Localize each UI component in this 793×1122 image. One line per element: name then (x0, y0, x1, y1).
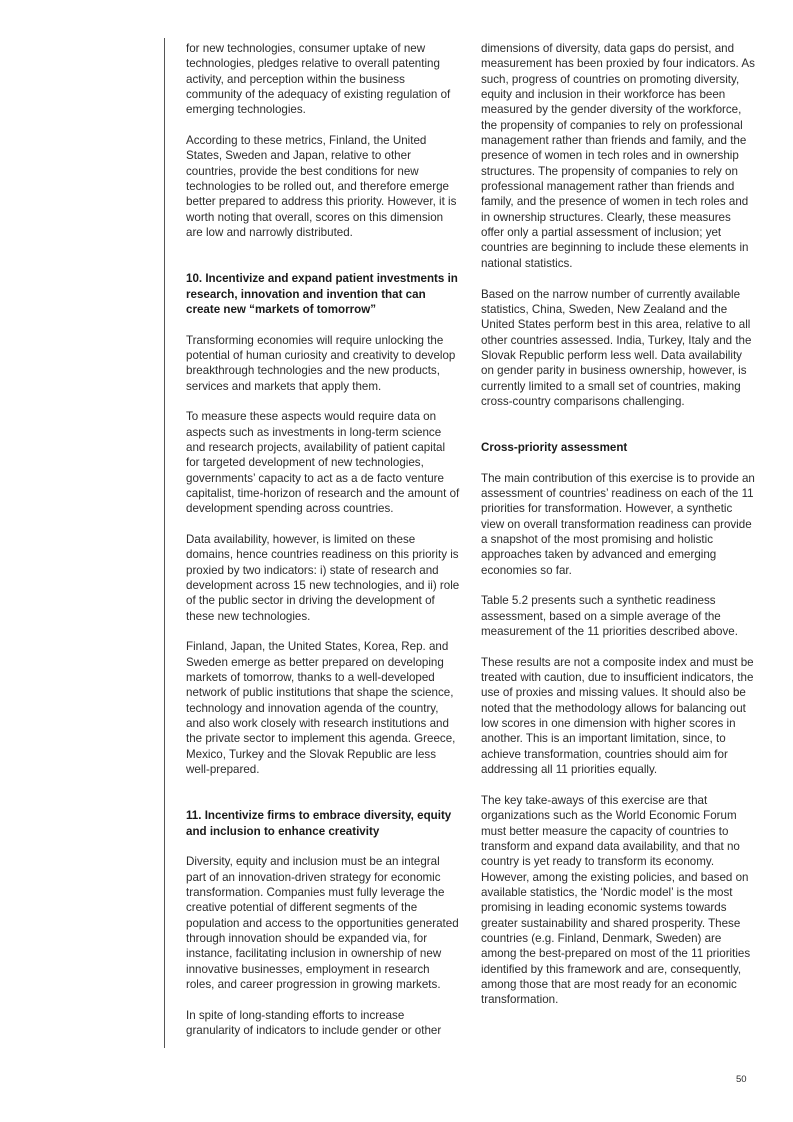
paragraph: for new technologies, consumer uptake of new technologies, pledges relative to overall patenting activity, and perception within the business community of the adequacy of existing regulation of emerging technologies. (186, 42, 451, 117)
paragraph: To measure these aspects would require data on aspects such as investments in long-term science and research projects, availability of patient capital for targeted development of new technologies, governments’ capacity to act as a de facto venture capitalist, time-horizon of research and the amount of development spending across countries. (186, 410, 460, 516)
section-heading-cross-priority: Cross-priority assessment (481, 440, 628, 454)
page-number: 50 (736, 1074, 747, 1085)
paragraph: According to these metrics, Finland, the United States, Sweden and Japan, relative to other countries, provide the best conditions for new technologies to be rolled out, and therefore emerge better prepared to address this priority. However, it is worth noting that overall, scores on this dimension are low and narrowly distributed. (186, 134, 457, 240)
paragraph: Transforming economies will require unlocking the potential of human curiosity and creativity to develop breakthrough technologies and the new products, services and markets that apply them. (186, 333, 456, 393)
right-column (481, 41, 756, 1023)
paragraph: These results are not a composite index and must be treated with caution, due to insufficient indicators, the use of proxies and missing values. It should also be noted that the methodology allows for balancing out low scores in one dimension with higher scores in another. This is an important limitation, since, to achieve transformation, countries should aim for addressing all 11 priorities equally. (481, 655, 754, 777)
section-spacer (481, 425, 756, 440)
paragraph: Based on the narrow number of currently available statistics, China, Sweden, New Zealand and the United States perform best in this area, relative to all other countries assessed. India, Turkey, Italy and the Slovak Republic perform less well. Data availability on gender parity in business ownership, however, is currently limited to a small set of countries, making cross-country comparisons challenging. (481, 287, 752, 408)
paragraph: In spite of long-standing efforts to increase granularity of indicators to include gender or other (186, 1008, 442, 1037)
section-spacer (186, 793, 461, 808)
paragraph: dimensions of diversity, data gaps do persist, and measurement has been proxied by four indicators. As such, progress of countries on promoting diversity, equity and inclusion in their workforce has been measured by the gender diversity of the workforce, the propensity of companies to rely on professional management rather than friends and family, and the presence of women in tech roles and in ownership structures. The propensity of companies to rely on professional management rather than friends and family, and the presence of women in tech roles and in ownership structures. Clearly, these measures offer only a partial assessment of inclusion; yet countries are beginning to include these elements in national statistics. (481, 42, 755, 270)
paragraph: Data availability, however, is limited on these domains, hence countries readiness on this priority is proxied by two indicators: i) state of research and development across 15 new technologies, and ii) role of the public sector in driving the development of these new technologies. (186, 533, 460, 623)
section-heading-10: 10. Incentivize and expand patient investments in research, innovation and invention that can create new “markets of tomorrow” (186, 272, 458, 316)
paragraph: The main contribution of this exercise is to provide an assessment of countries’ readiness on each of the 11 priorities for transformation. However, a synthetic view on overall transformation readiness can provide a snapshot of the most promising and holistic approaches taken by advanced and emerging economies so far. (481, 471, 755, 577)
section-heading-11: 11. Incentivize firms to embrace diversity, equity and inclusion to enhance creativity (186, 809, 452, 838)
section-spacer (186, 256, 461, 271)
paragraph: Diversity, equity and inclusion must be an integral part of an innovation-driven strategy for economic transformation. Companies must fully leverage the creative potential of different segments of the population and access to the opportunities generated through innovation should be expanded via, for instance, facilitating inclusion in ownership of new innovative businesses, employment in research roles, and career progression in growing markets. (186, 855, 459, 991)
margin-rule (164, 38, 165, 1048)
paragraph: Table 5.2 presents such a synthetic readiness assessment, based on a simple average of the measurement of the 11 priorities described above. (481, 594, 738, 639)
paragraph: The key take-aways of this exercise are that organizations such as the World Economic Forum must better measure the capacity of countries to transform and expand data availability, and that no country is yet ready to transform its economy. However, among the existing policies, and based on available statistics, the ‘Nordic model’ is the most promising in leading economic systems towards greater sustainability and shared prosperity. These countries (e.g. Finland, Denmark, Sweden) are among the best-prepared on most of the 11 priorities identified by this framework and are, consequently, among those that are most ready for an economic transformation. (481, 793, 751, 1007)
paragraph: Finland, Japan, the United States, Korea, Rep. and Sweden emerge as better prepared on developing markets of tomorrow, thanks to a well-developed network of public institutions that shape the science, technology and innovation agenda of the country, and also work closely with research institutions and the private sector to implement this agenda. Greece, Mexico, Turkey and the Slovak Republic are less well-prepared. (186, 640, 456, 777)
left-column (186, 41, 461, 1054)
